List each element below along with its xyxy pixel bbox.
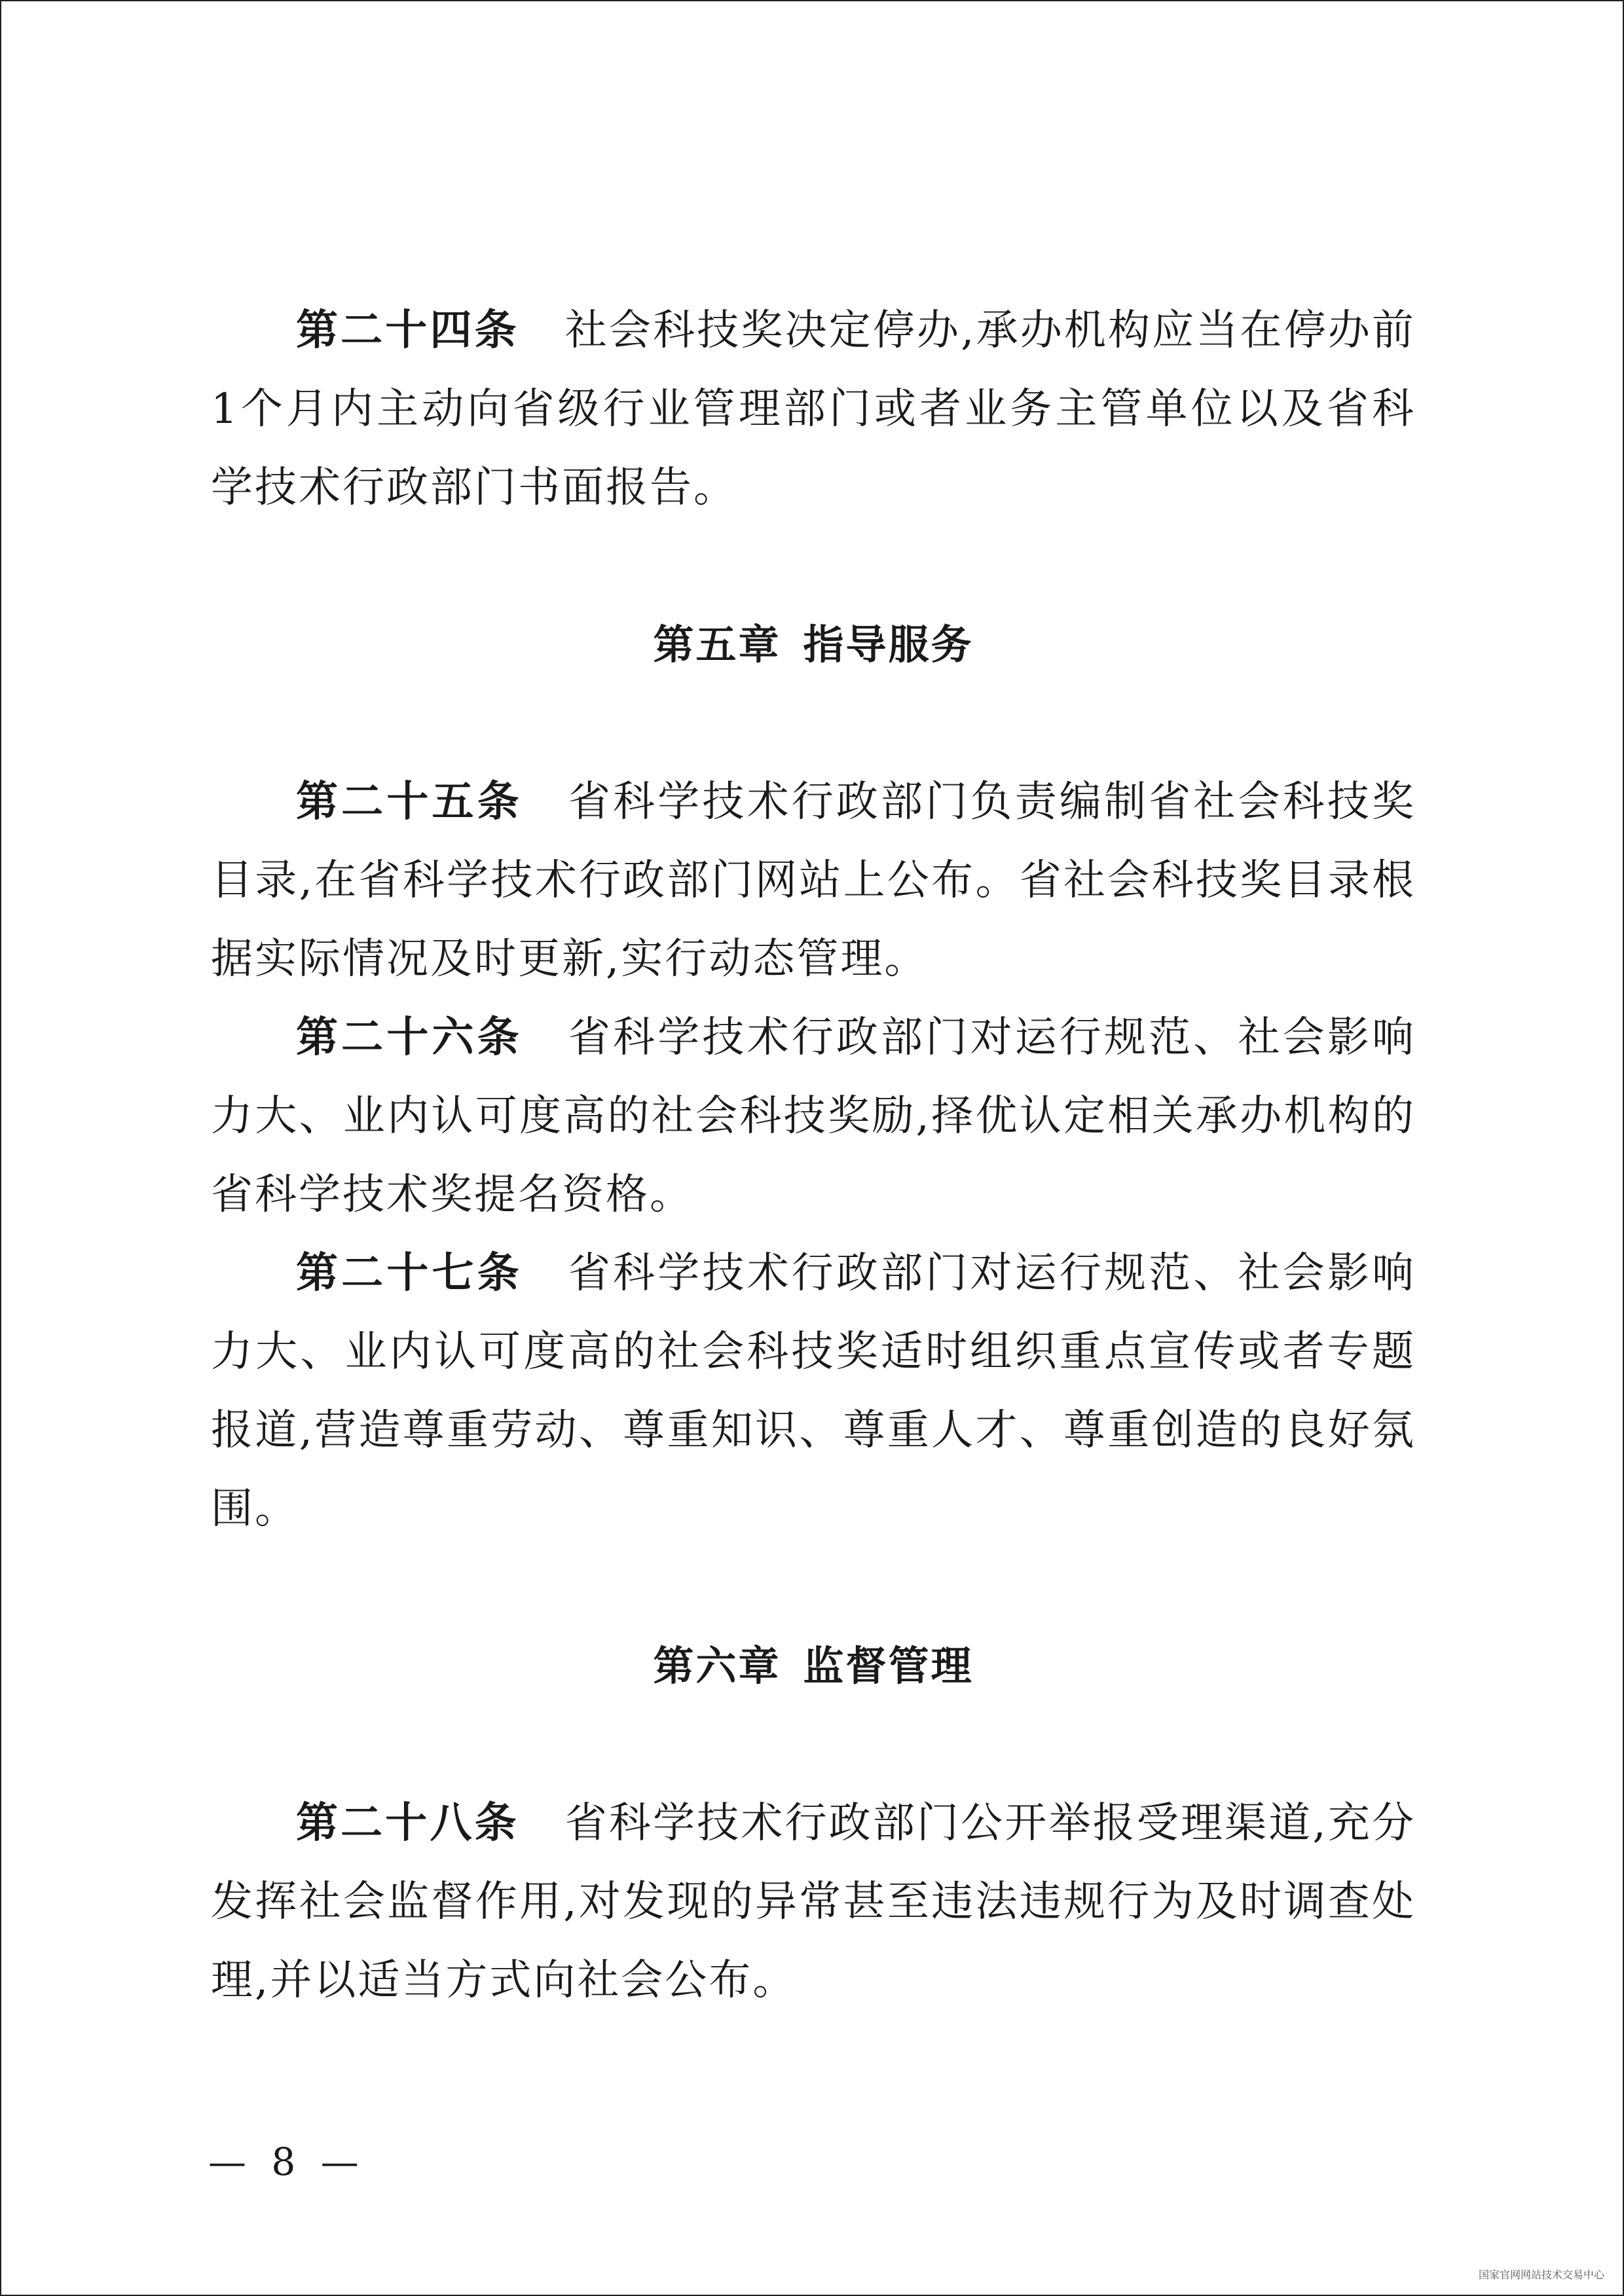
article-number: 第二十五条 bbox=[296, 778, 523, 826]
page-number: — 8 — bbox=[208, 2140, 365, 2184]
watermark: 国家官网网站技术交易中心 bbox=[1478, 2269, 1604, 2281]
article-number: 第二十六条 bbox=[296, 1013, 523, 1062]
article-26 bbox=[211, 998, 1416, 1234]
article-28 bbox=[211, 1784, 1416, 2020]
chapter-number: 第五章 bbox=[653, 621, 781, 668]
article-24 bbox=[211, 291, 1416, 527]
article-text: 省科学技术行政部门负责编制省社会科技奖目录,在省科学技术行政部门网站上公布。省社会科技奖目录根据实际情况及时更新,实行动态管理。 bbox=[211, 778, 1416, 983]
document-body bbox=[211, 291, 1416, 2020]
chapter-number: 第六章 bbox=[653, 1642, 781, 1690]
chapter-heading-5 bbox=[211, 606, 1416, 684]
article-27 bbox=[211, 1234, 1416, 1548]
article-text: 省科学技术行政部门对运行规范、社会影响力大、业内认可度高的社会科技奖励,择优认定相关承办机构的省科学技术奖提名资格。 bbox=[211, 1013, 1416, 1219]
article-text: 社会科技奖决定停办,承办机构应当在停办前1个月内主动向省级行业管理部门或者业务主管单位以及省科学技术行政部门书面报告。 bbox=[211, 306, 1416, 512]
chapter-title: 监督管理 bbox=[803, 1642, 974, 1690]
article-text: 省科学技术行政部门公开举报受理渠道,充分发挥社会监督作用,对发现的异常甚至违法违规行为及时调查处理,并以适当方式向社会公布。 bbox=[211, 1799, 1416, 2005]
chapter-title: 指导服务 bbox=[803, 621, 974, 668]
chapter-heading-6 bbox=[211, 1627, 1416, 1705]
article-number: 第二十七条 bbox=[296, 1249, 523, 1298]
article-number: 第二十八条 bbox=[296, 1799, 519, 1848]
article-number: 第二十四条 bbox=[296, 306, 519, 355]
article-25 bbox=[211, 763, 1416, 998]
article-text: 省科学技术行政部门对运行规范、社会影响力大、业内认可度高的社会科技奖适时组织重点宣传或者专题报道,营造尊重劳动、尊重知识、尊重人才、尊重创造的良好氛围。 bbox=[211, 1249, 1416, 1533]
